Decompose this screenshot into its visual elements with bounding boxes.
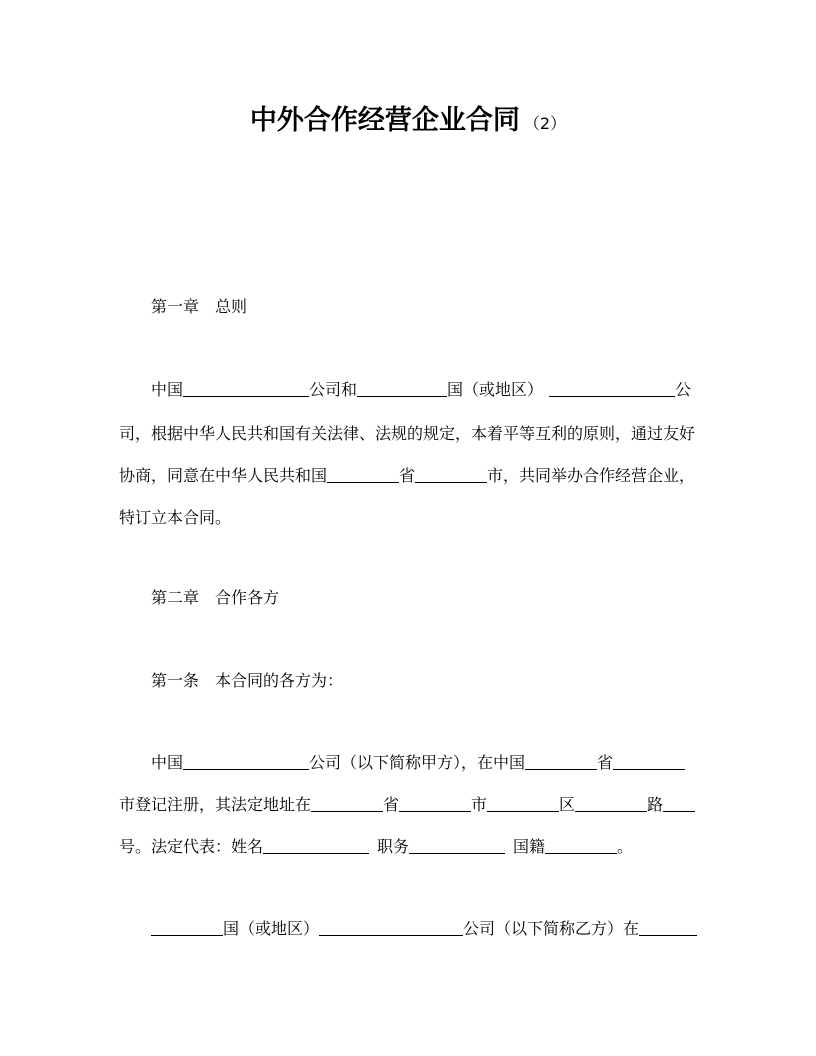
chapter-2-number: 第二章 <box>151 588 200 607</box>
blank-field <box>311 795 383 812</box>
text: 公司（以下简称乙方）在 <box>463 919 640 938</box>
text: 省 <box>383 795 400 814</box>
text: 省 <box>399 466 416 485</box>
party-b-line1 <box>151 918 697 940</box>
blank-field <box>639 919 697 936</box>
document-title <box>0 98 816 137</box>
article-1-number: 第一条 <box>151 671 200 690</box>
blank-field <box>263 837 369 854</box>
article-1 <box>151 670 343 692</box>
text: 国（或地区） <box>223 919 320 938</box>
text: 国（或地区） <box>447 380 544 399</box>
chapter-1-name: 总则 <box>215 297 248 316</box>
para1-line2: 司，根据中华人民共和国有关法律、法规的规定，本着平等互利的原则，通过友好 <box>119 424 696 443</box>
text: 省 <box>597 753 614 772</box>
para1-line1 <box>151 379 691 401</box>
blank-field <box>399 795 471 812</box>
text: 协商，同意在中华人民共和国 <box>119 466 328 485</box>
text: 号。法定代表：姓名 <box>119 837 264 856</box>
blank-field <box>183 753 309 770</box>
para1-line3 <box>119 465 695 487</box>
text: 公司（以下简称甲方），在中国 <box>309 753 526 772</box>
para1-line4: 特订立本合同。 <box>119 508 232 527</box>
blank-field <box>545 837 617 854</box>
chapter-1-number: 第一章 <box>151 297 200 316</box>
text: 国籍 <box>513 837 546 856</box>
text: 公 <box>675 380 692 399</box>
text: 市，共同举办合作经营企业， <box>487 466 696 485</box>
blank-field <box>549 380 675 397</box>
text: 。 <box>617 837 634 856</box>
blank-field <box>409 837 505 854</box>
blank-field <box>151 919 223 936</box>
blank-field <box>487 795 559 812</box>
text: 公司和 <box>309 380 358 399</box>
chapter-2-heading <box>151 587 279 609</box>
chapter-1-heading <box>151 296 247 318</box>
party-a-line2 <box>119 794 695 816</box>
title-main: 中外合作经营企业合同 <box>249 105 520 136</box>
blank-field <box>319 919 463 936</box>
blank-field <box>183 380 309 397</box>
title-number: （2） <box>523 114 567 133</box>
text: 区 <box>559 795 576 814</box>
text: 路 <box>647 795 664 814</box>
blank-field <box>613 753 685 770</box>
text: 市 <box>471 795 488 814</box>
blank-field <box>525 753 597 770</box>
party-a-line1 <box>151 752 685 774</box>
text: 市登记注册，其法定地址在 <box>119 795 312 814</box>
text: 职务 <box>377 837 410 856</box>
article-1-text: 本合同的各方为： <box>215 671 344 690</box>
blank-field <box>327 466 399 483</box>
text: 中国 <box>151 380 184 399</box>
blank-field <box>663 795 695 812</box>
blank-field <box>415 466 487 483</box>
blank-field <box>575 795 647 812</box>
party-a-line3 <box>119 836 633 858</box>
blank-field <box>357 380 447 397</box>
text: 中国 <box>151 753 184 772</box>
chapter-2-name: 合作各方 <box>215 588 280 607</box>
